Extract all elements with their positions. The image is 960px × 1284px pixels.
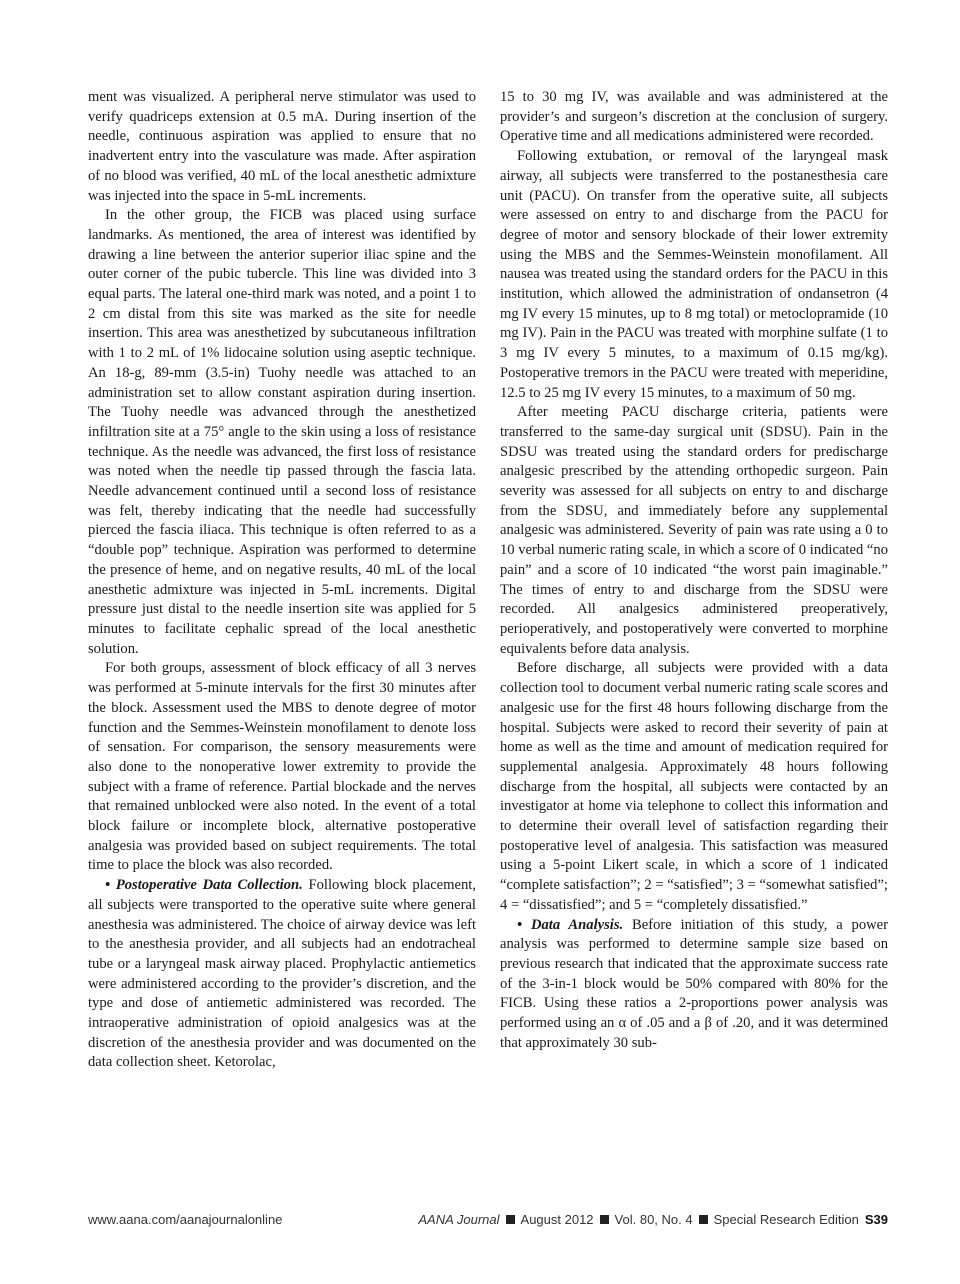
paragraph-body: Following block placement, all subjects were transported to the operative suite where general anesthesia was administered. The choice of airway device was left to the anesthesia provider, and all subjects had an endotracheal tube or a laryngeal mask airway placed. Prophylactic antiemetics were administered according to the provider’s discretion, and the type and dose of antiemetic administered was recorded. The intraoperative administration of opioid analgesics was at the discretion of the anesthesia provider and was documented on the data collection sheet. Ketorolac, [88, 877, 476, 1071]
right-column [500, 88, 888, 1053]
issue-date: August 2012 [520, 1212, 594, 1227]
paragraph: ment was visualized. A peripheral nerve stimulator was used to verify quadriceps extension at 0.5 mA. During insertion of the needle, continuous aspiration was applied to ensure that no inadvertent entry into the vasculature was made. After aspiration of no blood was verified, 40 mL of the local anesthetic admixture was injected into the space in 5-mL increments. [88, 89, 476, 204]
paragraph-postoperative-data-collection [88, 876, 476, 1073]
journal-url-link[interactable]: www.aana.com/aanajournalonline [88, 1212, 283, 1227]
page-number: S39 [864, 1212, 888, 1227]
square-bullet-icon [506, 1215, 515, 1224]
paragraph: 15 to 30 mg IV, was available and was administered at the provider’s and surgeon’s discretion at the conclusion of surgery. Operative time and all medications administered were recorded. [500, 89, 888, 145]
volume-number: Vol. 80, No. 4 [614, 1212, 693, 1227]
paragraph-data-analysis [500, 916, 888, 1054]
square-bullet-icon [699, 1215, 708, 1224]
edition-label: Special Research Edition [713, 1212, 859, 1227]
left-column [88, 88, 476, 1073]
footer-citation [418, 1212, 888, 1227]
page-footer [88, 1212, 888, 1230]
journal-name: AANA Journal [418, 1212, 500, 1227]
paragraph: After meeting PACU discharge criteria, patients were transferred to the same-day surgical unit (SDSU). Pain in the SDSU was treated using the standard orders for predischarge analgesic prescribed by the attending orthopedic surgeon. Pain severity was assessed for all subjects on entry to and discharge from the SDSU, and immediately before any supplemental analgesic was administered. Severity of pain was rate using a 0 to 10 verbal numeric rating scale, in which a score of 0 indicated “no pain” and a score of 10 indicated “the worst pain imaginable.” The times of entry to and discharge from the SDSU were recorded. All analgesics administered preoperatively, perioperatively, and postoperatively were converted to morphine equivalents before data analysis. [500, 404, 888, 657]
paragraph: Before discharge, all subjects were provided with a data collection tool to document verbal numeric rating scale scores and analgesic use for the first 48 hours following discharge from the hospital. Subjects were asked to record their severity of pain at home as well as the time and amount of medication required for supplemental analgesia. Approximately 48 hours following discharge from the hospital, all subjects were contacted by an investigator at home via telephone to collect this information and to determine their overall level of satisfaction regarding their postoperative level of analgesia. This satisfaction was measured using a 5-point Likert scale, in which a score of 1 indicated “complete satisfaction”; 2 = “satisfied”; 3 = “somewhat satisfied”; 4 = “dissatisfied”; and 5 = “completely dissatisfied.” [500, 660, 888, 913]
section-heading: • Data Analysis. [517, 916, 624, 933]
paragraph: Following extubation, or removal of the laryngeal mask airway, all subjects were transferred to the postanesthesia care unit (PACU). On transfer from the operative suite, all subjects were assessed on entry to and discharge from the PACU for degree of motor and sensory blockade of their lower extremity using the MBS and the Semmes-Weinstein monofilament. All nausea was treated using the standard orders for the PACU in this institution, which allowed the administration of ondansetron (4 mg IV every 15 minutes, up to 8 mg total) or metoclopramide (10 mg IV). Pain in the PACU was treated with morphine sulfate (1 to 3 mg IV every 5 minutes, to a maximum of 0.15 mg/kg). Postoperative tremors in the PACU were treated with meperidine, 12.5 to 25 mg IV every 15 minutes, to a maximum of 50 mg. [500, 148, 888, 401]
paragraph: In the other group, the FICB was placed using surface landmarks. As mentioned, the area of interest was identified by drawing a line between the anterior superior iliac spine and the outer corner of the pubic tubercle. This line was divided into 3 equal parts. The lateral one-third mark was noted, and a point 1 to 2 cm distal from this site was marked as the site for needle insertion. This area was anesthetized by subcutaneous infiltration with 1 to 2 mL of 1% lidocaine solution using aseptic technique. An 18-g, 89-mm (3.5-in) Tuohy needle was attached to an administration set to allow constant aspiration during insertion. The Tuohy needle was advanced through the anesthetized infiltration site at a 75° angle to the skin using a loss of resistance technique. As the needle was advanced, the first loss of resistance was noted when the needle tip passed through the fascia lata. Needle advancement continued until a second loss of resistance was felt, thereby indicating that the needle had successfully pierced the fascia iliaca. This technique is often referred to as a “double pop” technique. Aspiration was performed to determine the presence of heme, and on negative results, 40 mL of the local anesthetic admixture was injected in 5-mL increments. Digital pressure just distal to the needle insertion site was applied for 5 minutes to facilitate cephalic spread of the local anesthetic solution. [88, 207, 476, 657]
paragraph-body: Before initiation of this study, a power analysis was performed to determine sample size based on previous research that indicated that the approximate success rate of the 3-in-1 block would be 50% compared with 80% for the FICB. Using these ratios a 2-proportions power analysis was performed using an α of .05 and a β of .20, and it was determined that approximately 30 sub- [500, 916, 888, 1051]
square-bullet-icon [600, 1215, 609, 1224]
section-heading: • Postoperative Data Collection. [105, 877, 303, 894]
paragraph: For both groups, assessment of block efficacy of all 3 nerves was performed at 5-minute intervals for the first 30 minutes after the block. Assessment used the MBS to denote degree of motor function and the Semmes-Weinstein monofilament to denote loss of sensation. For comparison, the sensory measurements were also done to the nonoperative lower extremity to provide the subject with a frame of reference. Partial blockade and the nerves that remained unblocked were also noted. In the event of a total block failure or incomplete block, alternative postoperative analgesia was provided based on subject requirements. The total time to place the block was also recorded. [88, 660, 476, 874]
